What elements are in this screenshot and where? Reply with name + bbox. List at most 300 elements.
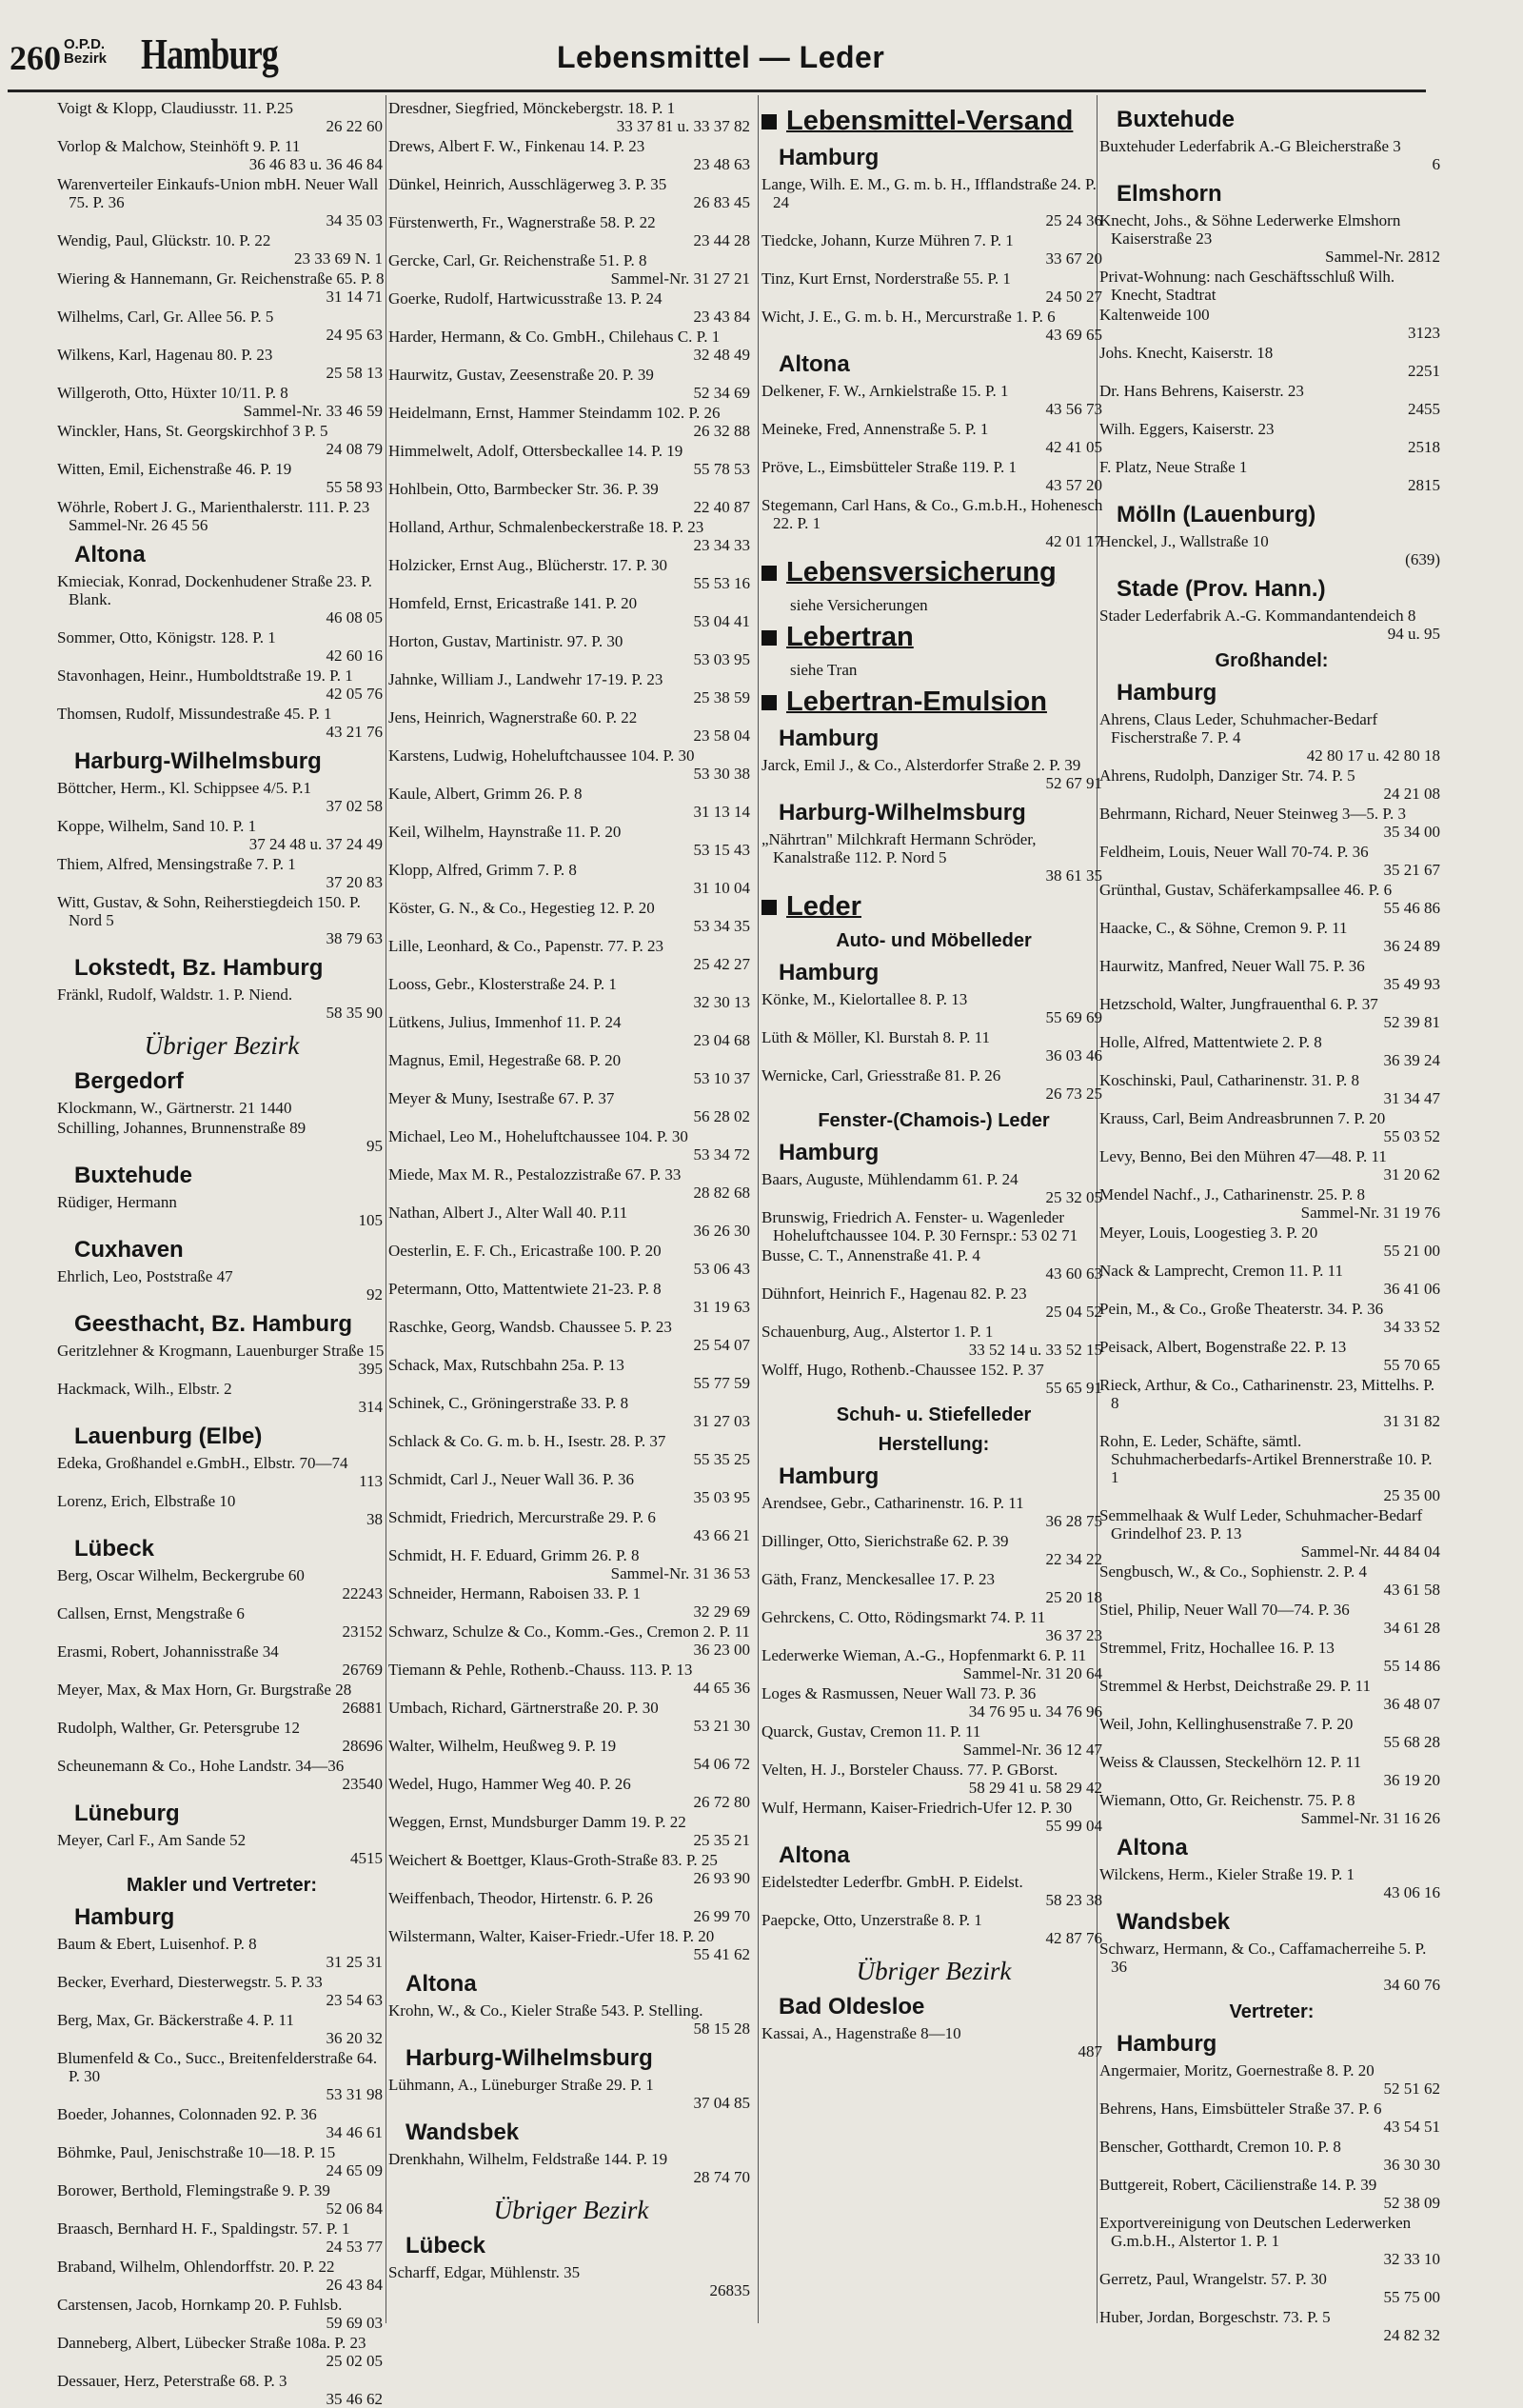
- listing-name: Böhmke, Paul, Jenischstraße 10—18. P. 15: [57, 2143, 336, 2161]
- page-number: 260: [10, 39, 61, 77]
- category-heading-text: Lebertran: [786, 622, 914, 652]
- listing-phone: 36 23 00: [693, 1641, 750, 1659]
- listing-entry: [388, 556, 754, 592]
- listing-phone: 36 24 89: [1383, 937, 1440, 955]
- listing-phone: 55 69 69: [1045, 1008, 1102, 1026]
- square-bullet-icon: [762, 114, 777, 129]
- listing-entry: [57, 985, 386, 1022]
- listing-entry: [388, 1546, 754, 1582]
- listing-phone: 24 82 32: [1383, 2326, 1440, 2344]
- listing-name: Haurwitz, Gustav, Zeesenstraße 20. P. 39: [388, 366, 654, 384]
- listing-name: Dr. Hans Behrens, Kaiserstr. 23: [1099, 382, 1304, 400]
- listing-name: Schinek, C., Gröningerstraße 33. P. 8: [388, 1394, 629, 1412]
- location-heading: Buxtehude: [1117, 107, 1236, 132]
- listing-name: Wilkens, Karl, Hagenau 80. P. 23: [57, 346, 273, 364]
- listing-phone: 53 34 72: [693, 1145, 750, 1164]
- listing-entry: [1099, 1506, 1444, 1561]
- listing-name: Schmidt, H. F. Eduard, Grimm 26. P. 8: [388, 1546, 640, 1564]
- listing-name: Brunswig, Friedrich A. Fenster- u. Wagenleder Hoheluftchaussee 104. P. 30 Fernspr.: 53 02 71: [762, 1208, 1078, 1244]
- listing-entry: [1099, 1376, 1444, 1430]
- listing-entry: [57, 231, 386, 268]
- listing-phone: 53 04 41: [693, 612, 750, 630]
- listing-entry: [1099, 805, 1444, 841]
- listing-entry: [57, 1099, 386, 1117]
- listing-phone: 58 23 38: [1045, 1891, 1102, 1909]
- location-heading: Cuxhaven: [74, 1237, 184, 1263]
- listing-name: Becker, Everhard, Diesterwegstr. 5. P. 33: [57, 1973, 323, 1991]
- listing-phone: 95: [366, 1137, 383, 1155]
- listing-entry: [762, 2024, 1106, 2060]
- square-bullet-icon: [762, 630, 777, 646]
- listing-phone: 31 10 04: [693, 879, 750, 897]
- listing-entry: [388, 785, 754, 821]
- listing-name: Oesterlin, E. F. Ch., Ericastraße 100. P. 20: [388, 1242, 662, 1260]
- listing-name: Ehrlich, Leo, Poststraße 47: [57, 1267, 233, 1285]
- listing-phone: 36 48 07: [1383, 1695, 1440, 1713]
- listing-name: Wiering & Hannemann, Gr. Reichenstraße 65. P. 8: [57, 269, 385, 288]
- listing-phone: 23 58 04: [693, 726, 750, 745]
- location-heading: Mölln (Lauenburg): [1117, 502, 1316, 527]
- listing-phone: 2518: [1408, 438, 1440, 456]
- listing-phone: 28 82 68: [693, 1184, 750, 1202]
- listing-name: Wulf, Hermann, Kaiser-Friedrich-Ufer 12. P. 30: [762, 1799, 1073, 1817]
- listing-name: Meyer, Max, & Max Horn, Gr. Burgstraße 28: [57, 1681, 352, 1699]
- listing-entry: [388, 1889, 754, 1925]
- listing-entry: [57, 137, 386, 173]
- listing-phone: 36 19 20: [1383, 1771, 1440, 1789]
- listing-entry: [388, 975, 754, 1011]
- listing-name: Dessauer, Herz, Peterstraße 68. P. 3: [57, 2372, 287, 2390]
- listing-entry: [388, 1394, 754, 1430]
- listing-entry: [57, 1973, 386, 2009]
- listing-name: Willgeroth, Otto, Hüxter 10/11. P. 8: [57, 384, 288, 402]
- listing-phone: 42 41 05: [1045, 438, 1102, 456]
- listing-entry: [57, 2258, 386, 2294]
- listing-name: Keil, Wilhelm, Haynstraße 11. P. 20: [388, 823, 622, 841]
- listing-phone: 43 56 73: [1045, 400, 1102, 418]
- listing-entry: [1099, 1753, 1444, 1789]
- listing-phone: 22243: [342, 1584, 383, 1602]
- listing-phone: 42 80 17 u. 42 80 18: [1306, 746, 1440, 765]
- listing-phone: 32 33 10: [1383, 2250, 1440, 2268]
- category-heading-text: Lebensmittel-Versand: [786, 106, 1074, 136]
- listing-entry: [57, 2105, 386, 2141]
- listing-entry: [1099, 710, 1444, 765]
- listing-phone: 34 33 52: [1383, 1318, 1440, 1336]
- listing-phone: 35 49 93: [1383, 975, 1440, 993]
- listing-phone: 23 34 33: [693, 536, 750, 554]
- listing-phone: 42 87 76: [1045, 1929, 1102, 1947]
- listing-entry: [57, 308, 386, 344]
- listing-phone: 42 05 76: [326, 685, 383, 703]
- location-heading: Elmshorn: [1117, 181, 1222, 207]
- listing-name: Hetzschold, Walter, Jungfrauenthal 6. P. 37: [1099, 995, 1378, 1013]
- listing-phone: 23 48 63: [693, 155, 750, 173]
- listing-name: Lange, Wilh. E. M., G. m. b. H., Ifflandstraße 24. P. 24: [762, 175, 1097, 211]
- listing-entry: [1099, 995, 1444, 1031]
- listing-name: Scheunemann & Co., Hohe Landstr. 34—36: [57, 1757, 345, 1775]
- listing-entry: [388, 1661, 754, 1697]
- listing-phone: 26 43 84: [326, 2276, 383, 2294]
- listing-name: Schneider, Hermann, Raboisen 33. P. 1: [388, 1584, 642, 1602]
- listing-phone: 37 24 48 u. 37 24 49: [248, 835, 383, 853]
- listing-phone: 54 06 72: [693, 1755, 750, 1773]
- listing-phone: 35 34 00: [1383, 823, 1440, 841]
- listing-phone: 52 06 84: [326, 2199, 383, 2218]
- listing-phone: 34 61 28: [1383, 1619, 1440, 1637]
- category-heading-text: Lebertran-Emulsion: [786, 687, 1047, 717]
- listing-entry: [762, 1608, 1106, 1644]
- listing-name: Wicht, J. E., G. m. b. H., Mercurstraße 1. P. 6: [762, 308, 1056, 326]
- square-bullet-icon: [762, 900, 777, 915]
- location-heading: Hamburg: [779, 1140, 880, 1165]
- listing-entry: [57, 1342, 386, 1378]
- listing-name: Blumenfeld & Co., Succ., Breitenfelderstraße 64. P. 30: [57, 2049, 378, 2085]
- listing-phone: 2251: [1408, 362, 1440, 380]
- listing-phone: 24 08 79: [326, 440, 383, 458]
- listing-phone: 24 95 63: [326, 326, 383, 344]
- square-bullet-icon: [762, 566, 777, 581]
- listing-entry: [57, 460, 386, 496]
- listing-phone: 6: [1432, 155, 1440, 173]
- listing-name: Schmidt, Carl J., Neuer Wall 36. P. 36: [388, 1470, 635, 1488]
- listing-entry: [762, 382, 1106, 418]
- listing-name: Privat-Wohnung: nach Geschäftsschluß Wilh. Knecht, Stadtrat: [1099, 268, 1395, 304]
- listing-entry: [762, 1684, 1106, 1721]
- listing-name: Warenverteiler Einkaufs-Union mbH. Neuer Wall 75. P. 36: [57, 175, 379, 211]
- listing-name: Feldheim, Louis, Neuer Wall 70-74. P. 36: [1099, 843, 1369, 861]
- listing-name: Klockmann, W., Gärtnerstr. 21 1440: [57, 1099, 292, 1117]
- listing-entry: [1099, 957, 1444, 993]
- listing-phone: 4515: [350, 1849, 383, 1867]
- listing-name: Eidelstedter Lederfbr. GmbH. P. Eidelst.: [762, 1873, 1023, 1891]
- listing-entry: [388, 670, 754, 706]
- listing-phone: 26 32 88: [693, 422, 750, 440]
- listing-entry: [388, 1318, 754, 1354]
- listing-phone: 25 24 36: [1045, 211, 1102, 229]
- listing-name: Nack & Lamprecht, Cremon 11. P. 11: [1099, 1262, 1344, 1280]
- listing-entry: [1099, 1677, 1444, 1713]
- listing-entry: [762, 1208, 1106, 1244]
- listing-name: Schack, Max, Rutschbahn 25a. P. 13: [388, 1356, 624, 1374]
- listing-name: Jahnke, William J., Landwehr 17-19. P. 23: [388, 670, 663, 688]
- listing-name: Huber, Jordan, Borgeschstr. 73. P. 5: [1099, 2308, 1331, 2326]
- listing-phone: 94 u. 95: [1387, 625, 1440, 643]
- category-heading-text: Lebensversicherung: [786, 557, 1057, 587]
- listing-phone: 58 15 28: [693, 2020, 750, 2038]
- listing-entry: [57, 1492, 386, 1528]
- listing-phone: 33 52 14 u. 33 52 15: [968, 1341, 1102, 1359]
- listing-name: Lorenz, Erich, Elbstraße 10: [57, 1492, 236, 1510]
- listing-name: Busse, C. T., Annenstraße 41. P. 4: [762, 1246, 980, 1264]
- column-3: [762, 99, 1106, 2330]
- listing-phone: 24 53 77: [326, 2238, 383, 2256]
- district-heading: Übriger Bezirk: [493, 2196, 649, 2224]
- listing-entry: [762, 1570, 1106, 1606]
- listing-phone: 55 41 62: [693, 1945, 750, 1963]
- listing-entry: [762, 830, 1106, 885]
- listing-name: Borower, Berthold, Flemingstraße 9. P. 39: [57, 2181, 330, 2199]
- listing-entry: [57, 2011, 386, 2047]
- listing-phone: 23 54 63: [326, 1991, 383, 2009]
- listing-entry: [388, 213, 754, 249]
- listing-entry: [1099, 1071, 1444, 1107]
- listing-name: Meyer & Muny, Isestraße 67. P. 37: [388, 1089, 615, 1107]
- listing-entry: [388, 1775, 754, 1811]
- listing-name: Lille, Leonhard, & Co., Papenstr. 77. P. 23: [388, 937, 663, 955]
- listing-entry: [57, 1604, 386, 1641]
- listing-entry: [388, 1356, 754, 1392]
- listing-name: Angermaier, Moritz, Goernestraße 8. P. 20: [1099, 2061, 1375, 2080]
- listing-phone: 52 38 09: [1383, 2194, 1440, 2212]
- location-heading: Hamburg: [1117, 680, 1217, 706]
- listing-entry: [1099, 2100, 1444, 2136]
- listing-entry: [1099, 2270, 1444, 2306]
- listing-entry: [1099, 2138, 1444, 2174]
- category-heading: [762, 890, 1106, 923]
- listing-phone: 55 14 86: [1383, 1657, 1440, 1675]
- listing-name: Krauss, Carl, Beim Andreasbrunnen 7. P. 20: [1099, 1109, 1386, 1127]
- listing-entry: [1099, 766, 1444, 803]
- listing-entry: [1099, 1262, 1444, 1298]
- listing-entry: [57, 2049, 386, 2103]
- listing-name: Behrens, Hans, Eimsbütteler Straße 37. P. 6: [1099, 2100, 1382, 2118]
- listing-name: Schwarz, Schulze & Co., Komm.-Ges., Cremon 2. P. 11: [388, 1622, 750, 1641]
- listing-phone: 55 75 00: [1383, 2288, 1440, 2306]
- listing-entry: [762, 1532, 1106, 1568]
- listing-name: Nathan, Albert J., Alter Wall 40. P.11: [388, 1204, 628, 1222]
- listing-name: Velten, H. J., Borsteler Chauss. 77. P. GBorst.: [762, 1761, 1058, 1779]
- listing-phone: 26769: [342, 1661, 383, 1679]
- listing-entry: [57, 2296, 386, 2332]
- district-heading: Übriger Bezirk: [144, 1031, 300, 1060]
- listing-entry: [1099, 306, 1444, 342]
- listing-name: Holzicker, Ernst Aug., Blücherstr. 17. P. 30: [388, 556, 668, 574]
- listing-phone: 43 57 20: [1045, 476, 1102, 494]
- listing-phone: 43 54 51: [1383, 2118, 1440, 2136]
- listing-entry: [762, 496, 1106, 550]
- listing-phone: Sammel-Nr. 31 19 76: [1300, 1204, 1440, 1222]
- listing-name: Lütkens, Julius, Immenhof 11. P. 24: [388, 1013, 622, 1031]
- opd-line1: O.P.D.: [64, 36, 106, 52]
- category-subheading: Makler und Vertreter:: [126, 1875, 318, 1896]
- listing-name: Weil, John, Kellinghusenstraße 7. P. 20: [1099, 1715, 1354, 1733]
- listing-entry: [57, 893, 386, 947]
- listing-phone: 24 21 08: [1383, 785, 1440, 803]
- listing-entry: [388, 2076, 754, 2112]
- listing-entry: [762, 1494, 1106, 1530]
- listing-name: Fränkl, Rudolf, Waldstr. 1. P. Niend.: [57, 985, 293, 1004]
- listing-entry: [388, 708, 754, 745]
- category-subheading: Vertreter:: [1229, 2001, 1315, 2022]
- listing-phone: 26835: [709, 2281, 750, 2299]
- listing-entry: [1099, 881, 1444, 917]
- listing-entry: [57, 1757, 386, 1793]
- location-heading: Lübeck: [74, 1536, 155, 1562]
- listing-phone: 31 31 82: [1383, 1412, 1440, 1430]
- listing-name: Braband, Wilhelm, Ohlendorffstr. 20. P. 22: [57, 2258, 335, 2276]
- listing-name: Heidelmann, Ernst, Hammer Steindamm 102. P. 26: [388, 404, 721, 422]
- listing-name: Berg, Max, Gr. Bäckerstraße 4. P. 11: [57, 2011, 294, 2029]
- listing-entry: [388, 1280, 754, 1316]
- listing-entry: [1099, 532, 1444, 568]
- listing-name: „Nährtran" Milchkraft Hermann Schröder, Kanalstraße 112. P. Nord 5: [762, 830, 1037, 866]
- listing-name: Drenkhahn, Wilhelm, Feldstraße 144. P. 19: [388, 2150, 668, 2168]
- listing-entry: [57, 667, 386, 703]
- listing-phone: 35 03 95: [693, 1488, 750, 1506]
- listing-name: Grünthal, Gustav, Schäferkampsallee 46. P. 6: [1099, 881, 1393, 899]
- listing-phone: 53 21 30: [693, 1717, 750, 1735]
- listing-entry: [388, 480, 754, 516]
- listing-entry: [388, 518, 754, 554]
- listing-name: Kmieciak, Konrad, Dockenhudener Straße 23. P. Blank.: [57, 572, 372, 608]
- listing-name: Himmelwelt, Adolf, Ottersbeckallee 14. P. 19: [388, 442, 683, 460]
- listing-entry: [388, 1813, 754, 1849]
- listing-phone: 26 72 80: [693, 1793, 750, 1811]
- listing-name: Voigt & Klopp, Claudiusstr. 11. P.25: [57, 99, 293, 117]
- listing-entry: [57, 498, 386, 534]
- listing-phone: 25 04 52: [1045, 1303, 1102, 1321]
- listing-phone: 52 34 69: [693, 384, 750, 402]
- listing-name: Exportvereinigung von Deutschen Lederwerken G.m.b.H., Alstertor 1. P. 1: [1099, 2214, 1412, 2250]
- listing-entry: [57, 855, 386, 891]
- listing-name: Wilckens, Herm., Kieler Straße 19. P. 1: [1099, 1865, 1355, 1883]
- listing-name: Schwarz, Hermann, & Co., Caffamacherreihe 5. P. 36: [1099, 1940, 1427, 1976]
- listing-phone: 92: [366, 1285, 383, 1304]
- listing-entry: [388, 442, 754, 478]
- listing-name: Schmidt, Friedrich, Mercurstraße 29. P. 6: [388, 1508, 656, 1526]
- listing-phone: 105: [358, 1211, 383, 1229]
- listing-name: Meyer, Carl F., Am Sande 52: [57, 1831, 247, 1849]
- listing-name: Paepcke, Otto, Unzerstraße 8. P. 1: [762, 1911, 982, 1929]
- listing-phone: 53 31 98: [326, 2085, 383, 2103]
- listing-phone: 24 50 27: [1045, 288, 1102, 306]
- listing-entry: [1099, 1432, 1444, 1504]
- listing-name: Tiemann & Pehle, Rothenb.-Chauss. 113. P. 13: [388, 1661, 693, 1679]
- listing-name: Klopp, Alfred, Grimm 7. P. 8: [388, 861, 577, 879]
- listing-phone: 26 93 90: [693, 1869, 750, 1887]
- listing-entry: [1099, 344, 1444, 380]
- listing-name: Thomsen, Rudolf, Missundestraße 45. P. 1: [57, 705, 332, 723]
- listing-entry: [762, 1722, 1106, 1759]
- listing-name: Haurwitz, Manfred, Neuer Wall 75. P. 36: [1099, 957, 1365, 975]
- location-heading: Lokstedt, Bz. Hamburg: [74, 955, 324, 981]
- listing-phone: 36 26 30: [693, 1222, 750, 1240]
- listing-phone: 26 83 45: [693, 193, 750, 211]
- listing-name: Gehrckens, C. Otto, Rödingsmarkt 74. P. 11: [762, 1608, 1046, 1626]
- listing-phone: 55 99 04: [1045, 1817, 1102, 1835]
- location-heading: Altona: [779, 351, 850, 377]
- listing-entry: [57, 1566, 386, 1602]
- listing-name: Dünkel, Heinrich, Ausschlägerweg 3. P. 35: [388, 175, 667, 193]
- listing-phone: 46 08 05: [326, 608, 383, 627]
- listing-entry: [1099, 2176, 1444, 2212]
- location-heading: Hamburg: [779, 960, 880, 985]
- listing-phone: 42 01 17: [1045, 532, 1102, 550]
- listing-name: Krohn, W., & Co., Kieler Straße 543. P. Stelling.: [388, 2001, 703, 2020]
- column-2: [388, 99, 754, 2330]
- listing-phone: 43 06 16: [1383, 1883, 1440, 1901]
- listing-phone: 36 46 83 u. 36 46 84: [248, 155, 383, 173]
- listing-name: Jens, Heinrich, Wagnerstraße 60. P. 22: [388, 708, 638, 726]
- listing-entry: [388, 1584, 754, 1621]
- listing-phone: 34 46 61: [326, 2123, 383, 2141]
- listing-phone: 36 41 06: [1383, 1280, 1440, 1298]
- listing-phone: 32 30 13: [693, 993, 750, 1011]
- listing-phone: (639): [1405, 550, 1440, 568]
- listing-entry: [57, 2219, 386, 2256]
- location-heading: Harburg-Wilhelmsburg: [74, 748, 322, 774]
- listing-entry: [1099, 843, 1444, 879]
- listing-phone: 31 13 14: [693, 803, 750, 821]
- location-heading: Harburg-Wilhelmsburg: [779, 800, 1026, 826]
- listing-name: Witt, Gustav, & Sohn, Reiherstiegdeich 150. P. Nord 5: [57, 893, 361, 929]
- listing-entry: [388, 1432, 754, 1468]
- listing-phone: 53 06 43: [693, 1260, 750, 1278]
- listing-entry: [388, 2150, 754, 2186]
- listing-name: Dresdner, Siegfried, Mönckebergstr. 18. P. 1: [388, 99, 676, 117]
- listing-name: Carstensen, Jacob, Hornkamp 20. P. Fuhlsb.: [57, 2296, 343, 2314]
- listing-entry: [57, 269, 386, 306]
- listing-name: Gerretz, Paul, Wrangelstr. 57. P. 30: [1099, 2270, 1327, 2288]
- listing-phone: 25 02 05: [326, 2352, 383, 2370]
- listing-entry: [762, 1028, 1106, 1065]
- listing-entry: [1099, 1338, 1444, 1374]
- listing-phone: 36 30 30: [1383, 2156, 1440, 2174]
- listing-phone: 38 61 35: [1045, 866, 1102, 885]
- listing-name: Loges & Rasmussen, Neuer Wall 73. P. 36: [762, 1684, 1037, 1702]
- listing-name: Erasmi, Robert, Johannisstraße 34: [57, 1642, 279, 1661]
- listing-entry: [762, 756, 1106, 792]
- listing-entry: [762, 1799, 1106, 1835]
- listing-phone: Sammel-Nr. 44 84 04: [1300, 1542, 1440, 1561]
- listing-phone: 52 39 81: [1383, 1013, 1440, 1031]
- listing-entry: [57, 2181, 386, 2218]
- listing-name: Tiedcke, Johann, Kurze Mühren 7. P. 1: [762, 231, 1014, 249]
- listing-name: Böttcher, Herm., Kl. Schippsee 4/5. P.1: [57, 779, 312, 797]
- listing-phone: 23 44 28: [693, 231, 750, 249]
- location-heading: Wandsbek: [405, 2119, 520, 2145]
- listing-entry: [388, 2263, 754, 2299]
- listing-name: Berg, Oscar Wilhelm, Beckergrube 60: [57, 1566, 305, 1584]
- listing-phone: 31 27 03: [693, 1412, 750, 1430]
- listing-phone: 314: [358, 1398, 383, 1416]
- listing-phone: 55 46 86: [1383, 899, 1440, 917]
- listing-name: Raschke, Georg, Wandsb. Chaussee 5. P. 23: [388, 1318, 672, 1336]
- listing-entry: [1099, 458, 1444, 494]
- listing-entry: [57, 346, 386, 382]
- column-4: [1099, 99, 1444, 2344]
- listing-entry: [1099, 2214, 1444, 2268]
- listing-entry: [1099, 1865, 1444, 1901]
- cross-reference: siehe Versicherungen: [790, 596, 928, 614]
- listing-name: Henckel, J., Wallstraße 10: [1099, 532, 1269, 550]
- listing-entry: [1099, 1791, 1444, 1827]
- listing-name: Homfeld, Ernst, Ericastraße 141. P. 20: [388, 594, 638, 612]
- listing-name: Wilstermann, Walter, Kaiser-Friedr.-Ufer 18. P. 20: [388, 1927, 715, 1945]
- listing-name: Hohlbein, Otto, Barmbecker Str. 36. P. 39: [388, 480, 659, 498]
- listing-name: Weichert & Boettger, Klaus-Groth-Straße 83. P. 25: [388, 1851, 718, 1869]
- listing-phone: 25 54 07: [693, 1336, 750, 1354]
- listing-name: Benscher, Gotthardt, Cremon 10. P. 8: [1099, 2138, 1341, 2156]
- listing-entry: [762, 269, 1106, 306]
- listing-entry: [388, 937, 754, 973]
- listing-phone: 53 15 43: [693, 841, 750, 859]
- listing-entry: [388, 2001, 754, 2038]
- listing-phone: 43 61 58: [1383, 1581, 1440, 1599]
- listing-name: Braasch, Bernhard H. F., Spaldingstr. 57. P. 1: [57, 2219, 350, 2238]
- listing-phone: Sammel-Nr. 31 27 21: [610, 269, 750, 288]
